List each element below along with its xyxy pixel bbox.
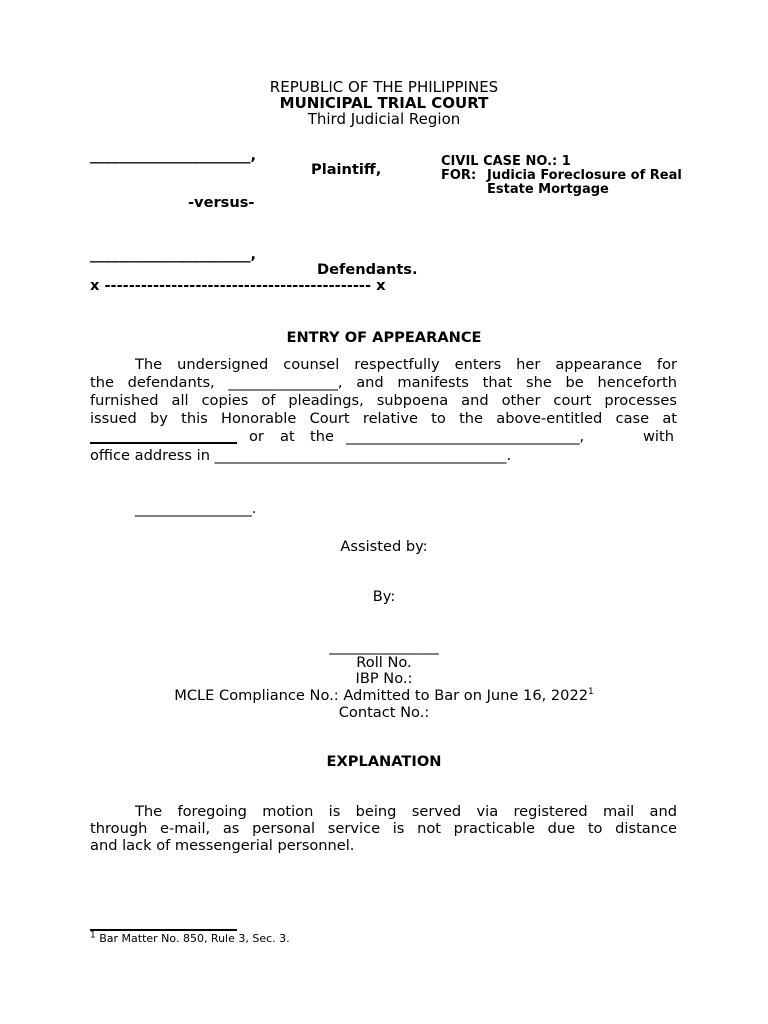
plaintiff-label: Plaintiff, (311, 161, 382, 178)
contact-no: Contact No.: (338, 704, 430, 721)
footnote-mark: 1 (90, 930, 96, 941)
entry-line5-blank: ________________________________, (346, 428, 585, 445)
venue-blank-line (90, 442, 237, 444)
footnote-text: Bar Matter No. 850, Rule 3, Sec. 3. (99, 932, 290, 945)
entry-title: ENTRY OF APPEARANCE (286, 329, 482, 346)
date-line: ________________. (135, 500, 257, 517)
case-for-line2: Estate Mortgage (487, 182, 609, 197)
court-region-heading: Third Judicial Region (307, 110, 461, 128)
mcle-compliance (0, 687, 768, 705)
entry-line5-the: the (310, 428, 334, 445)
defendant-blank: ______________________, (90, 246, 257, 263)
entry-line5-at: at (280, 428, 295, 445)
defendant-label: Defendants. (317, 261, 418, 278)
ibp-no: IBP No.: (355, 670, 413, 687)
entry-line-2: the defendants, _______________, and manifests that she be henceforth (90, 374, 677, 391)
case-for-label: FOR: (441, 168, 477, 183)
court-name-heading: MUNICIPAL TRIAL COURT (279, 94, 489, 112)
assisted-by: Assisted by: (340, 538, 428, 555)
signature-blank: _______________ (329, 638, 439, 655)
plaintiff-blank: ______________________, (90, 147, 257, 164)
footnote (90, 932, 290, 945)
entry-line-4: issued by this Honorable Court relative to the above-entitled case at (90, 410, 677, 427)
footnote-separator (90, 929, 237, 931)
case-for-line1: Judicia Foreclosure of Real (487, 168, 682, 183)
entry-line5-with: with (643, 428, 674, 445)
by-label: By: (372, 588, 396, 605)
roll-no: Roll No. (356, 654, 412, 671)
explanation-line-3: and lack of messengerial personnel. (90, 837, 355, 854)
versus-label: -versus- (188, 194, 255, 211)
case-number: CIVIL CASE NO.: 1 (441, 154, 571, 169)
entry-line-3: furnished all copies of pleadings, subpoena and other court processes (90, 392, 677, 409)
entry-line-1: The undersigned counsel respectfully enters her appearance for (135, 356, 677, 373)
explanation-line-1: The foregoing motion is being served via registered mail and (135, 803, 677, 820)
explanation-line-2: through e-mail, as personal service is not practicable due to distance (90, 820, 677, 837)
footnote-ref: 1 (588, 687, 594, 698)
court-republic-heading: REPUBLIC OF THE PHILIPPINES (269, 78, 499, 96)
entry-line-6: office address in ________________________________________. (90, 447, 512, 464)
entry-line5-or: or (249, 428, 264, 445)
explanation-title: EXPLANATION (326, 753, 442, 770)
caption-divider: x -------------------------------------------- x (90, 277, 386, 294)
mcle-text: MCLE Compliance No.: Admitted to Bar on June 16, 2022 (174, 687, 589, 704)
